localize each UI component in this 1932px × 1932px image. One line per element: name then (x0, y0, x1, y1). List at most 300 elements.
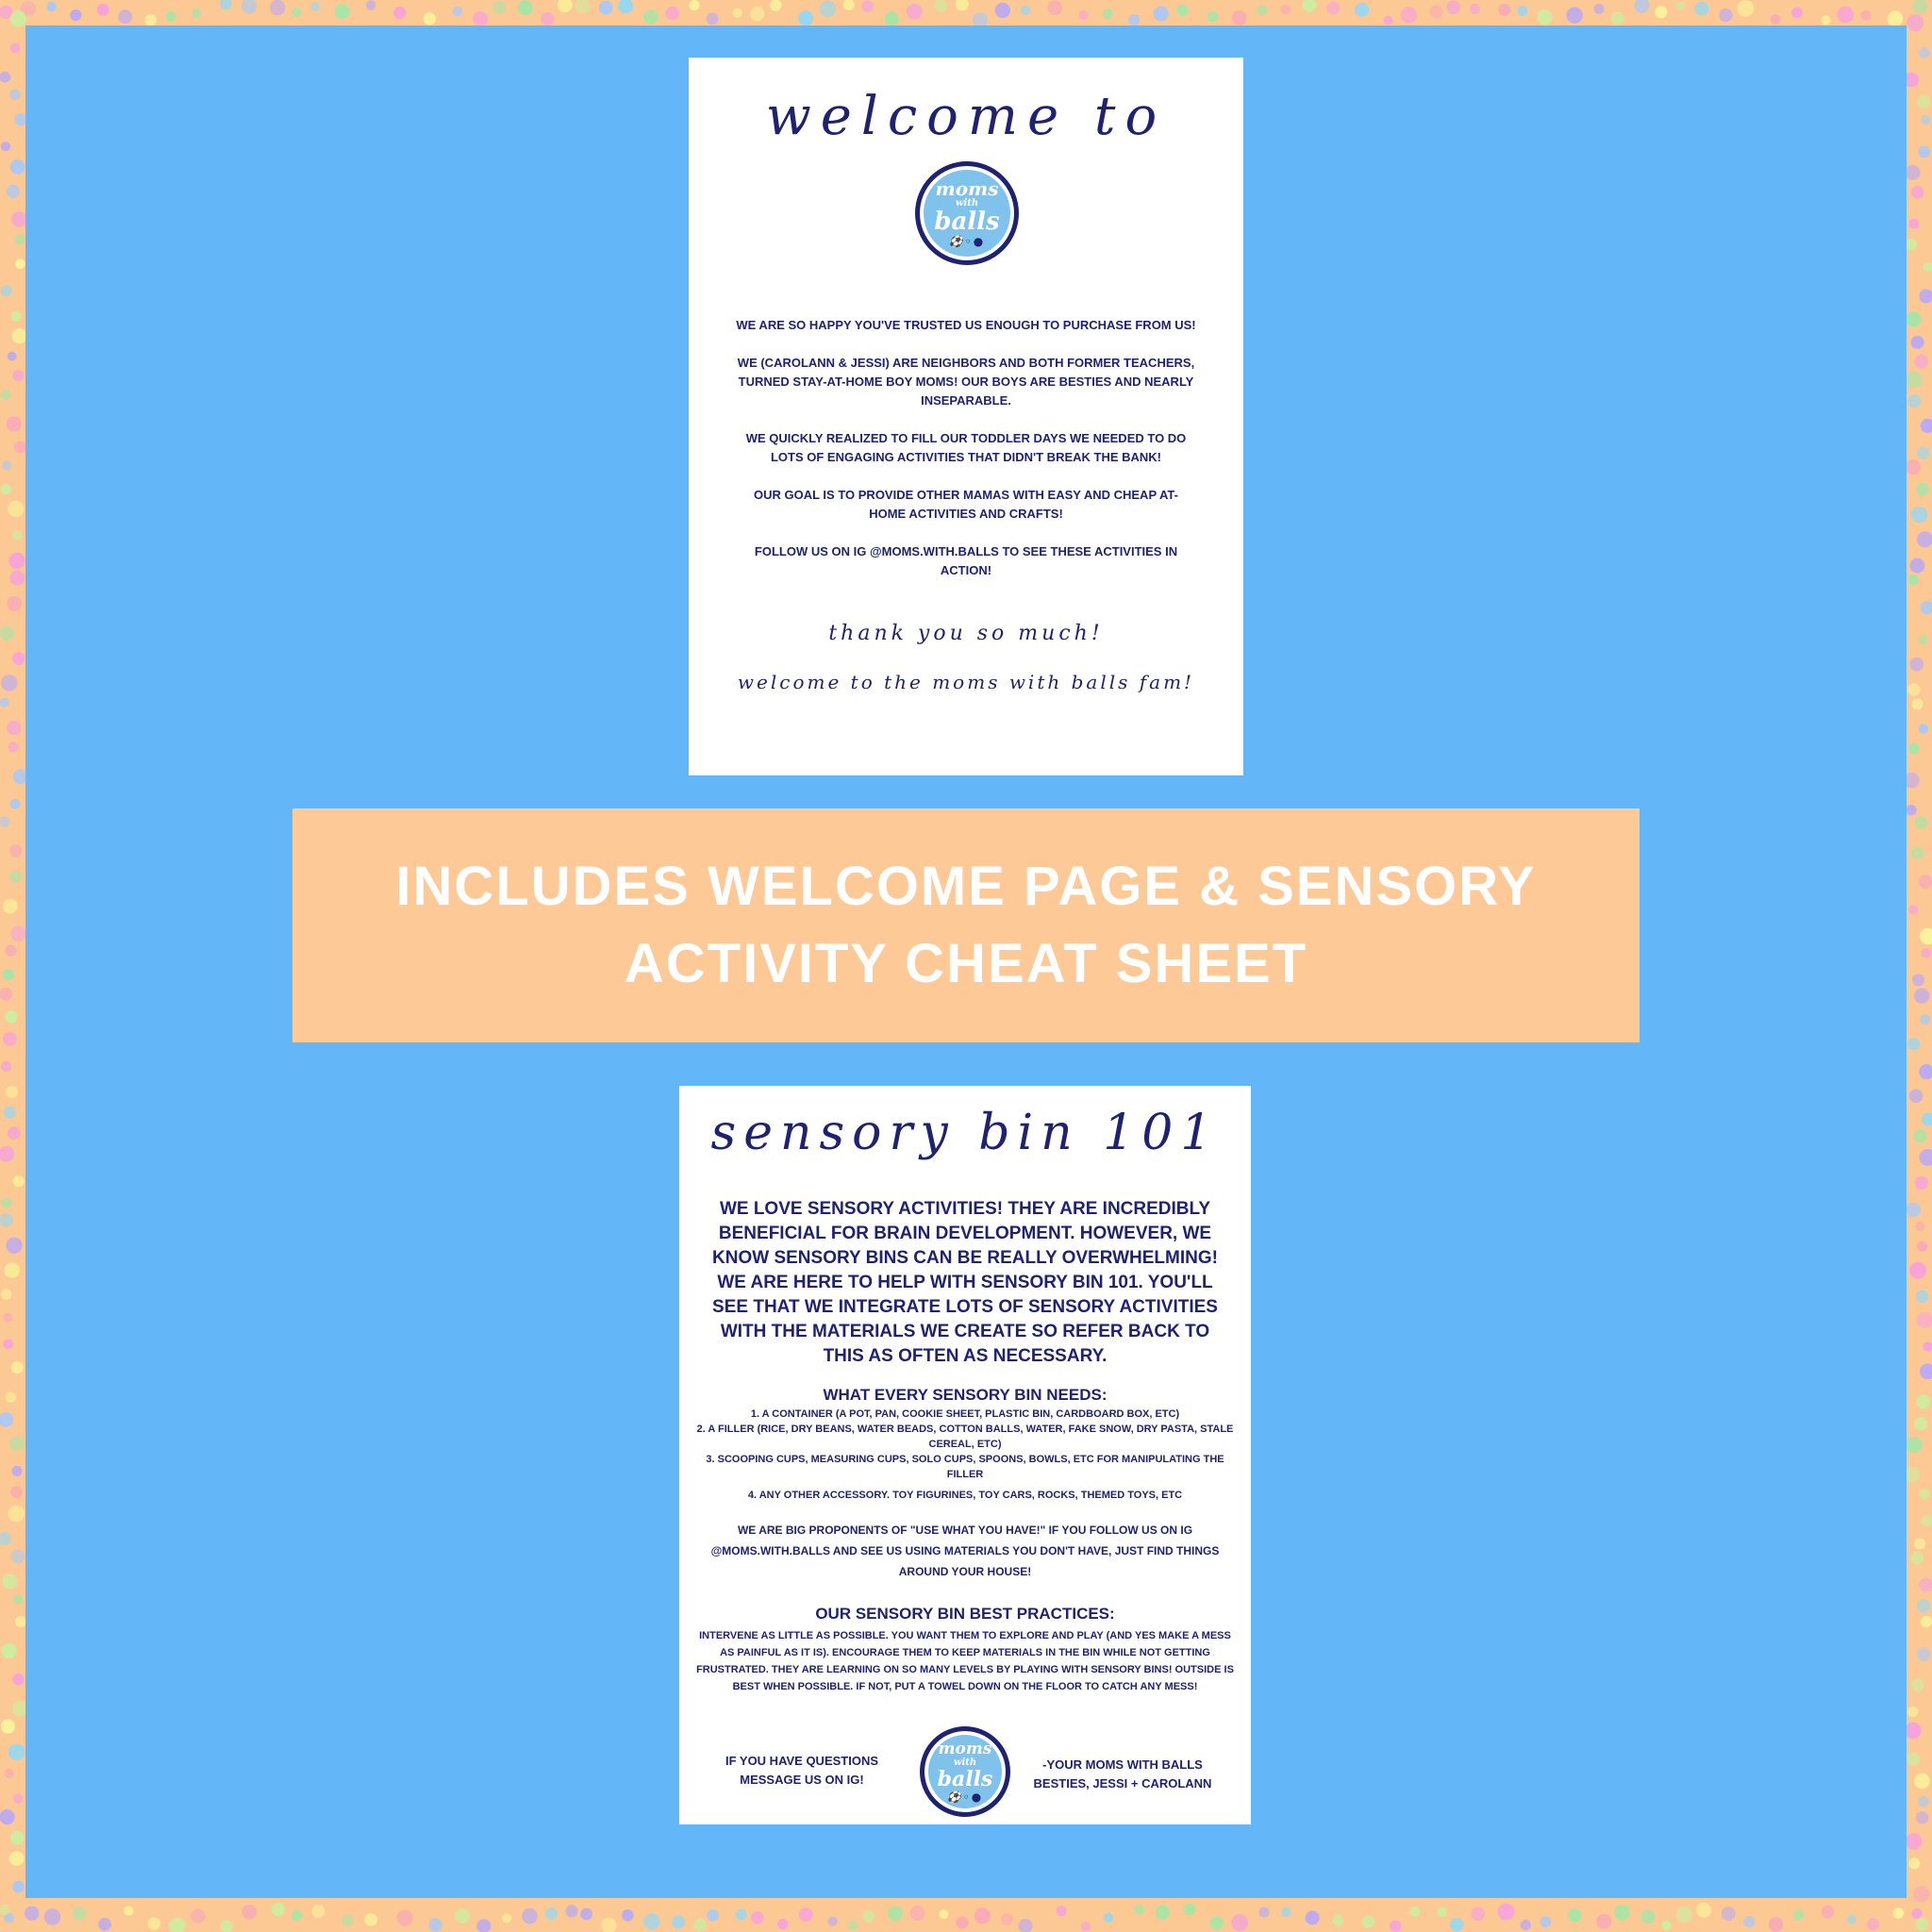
confetti-dot (1913, 1886, 1930, 1903)
confetti-dot (862, 0, 874, 12)
confetti-dot (1047, 0, 1062, 15)
confetti-dot (13, 1594, 23, 1604)
confetti-dot (73, 1907, 86, 1920)
confetti-dot (799, 1907, 813, 1922)
confetti-dot (1911, 186, 1924, 198)
confetti-dot (1154, 6, 1169, 21)
confetti-dot (1914, 1538, 1925, 1549)
confetti-dot (1912, 698, 1924, 709)
confetti-dot (1919, 1578, 1932, 1592)
confetti-dot (1921, 601, 1932, 614)
confetti-dot (11, 311, 22, 322)
confetti-dot (1771, 14, 1781, 25)
confetti-dot (7, 185, 20, 198)
confetti-dot (428, 1918, 441, 1931)
confetti-dot (12, 1881, 25, 1893)
confetti-dot (10, 43, 21, 54)
confetti-dot (1908, 905, 1918, 914)
confetti-dot (502, 1913, 511, 1923)
confetti-dot (1611, 11, 1624, 25)
confetti-dot (1912, 974, 1924, 986)
confetti-dot (1675, 1907, 1692, 1924)
confetti-dot (1920, 1489, 1930, 1499)
confetti-dot (9, 871, 22, 883)
confetti-dot (622, 1909, 634, 1922)
confetti-dot (580, 1908, 592, 1921)
confetti-dot (6, 1238, 22, 1254)
confetti-dot (1540, 1916, 1551, 1927)
logo-word-moms: moms (935, 177, 999, 200)
confetti-dot (1908, 743, 1920, 755)
confetti-dot (643, 1913, 660, 1930)
confetti-dot (44, 1908, 61, 1925)
confetti-dot (1566, 8, 1582, 24)
confetti-dot (1, 1061, 11, 1072)
confetti-dot (1303, 0, 1317, 12)
includes-banner (292, 808, 1640, 1042)
confetti-dot (1905, 1723, 1921, 1739)
confetti-dot (1911, 336, 1924, 349)
confetti-dot (1498, 4, 1510, 16)
confetti-dot (1867, 1918, 1879, 1930)
practices-text: INTERVENE AS LITTLE AS POSSIBLE. YOU WANT THEM TO EXPLORE AND PLAY (AND YES MAKE A MESS AS PAINFUL AS IT IS). ENCOURAGE THEM TO KEEP MATERIALS IN THE BIN WHILE NOT GETTING FRUSTRATED. THEY ARE LEARNING ON SO MANY LEVELS BY PLAYING WITH SENSORY BINS! OUTSIDE IS BEST WHEN POSSIBLE. IF NOT, PUT A TOWEL DOWN ON THE FLOOR TO CATCH ANY MESS! (696, 1630, 1234, 1692)
logo-word-with: with (953, 1757, 977, 1768)
confetti-dot (0, 816, 10, 827)
confetti-dot (0, 1532, 11, 1545)
confetti-dot (1280, 5, 1291, 15)
confetti-dot (1914, 355, 1928, 369)
confetti-dot (1, 1643, 16, 1658)
confetti-dot (473, 11, 488, 26)
confetti-dot (1919, 1064, 1932, 1079)
confetti-dot (1915, 1176, 1928, 1190)
logo-word-moms: moms (938, 1739, 992, 1758)
confetti-dot (1908, 575, 1919, 585)
sensory-bin-page (679, 1086, 1251, 1824)
confetti-dot (1921, 115, 1930, 125)
confetti-dot (935, 0, 948, 12)
confetti-dot (1390, 1921, 1401, 1932)
confetti-dot (291, 1910, 303, 1922)
confetti-dot (291, 8, 301, 17)
questions-note: IF YOU HAVE QUESTIONS MESSAGE US ON IG! (724, 1754, 879, 1787)
confetti-dot (9, 571, 25, 586)
confetti-dot (312, 1905, 325, 1918)
confetti-dot (8, 553, 25, 569)
confetti-dot (1919, 1149, 1932, 1166)
confetti-dot (1917, 95, 1930, 108)
confetti-dot (1079, 10, 1089, 20)
confetti-dot (884, 11, 898, 25)
confetti-dot (9, 90, 21, 101)
confetti-dot (1909, 558, 1924, 574)
confetti-dot (1722, 1907, 1736, 1921)
confetti-dot (1655, 6, 1667, 18)
confetti-dot (1888, 10, 1904, 26)
confetti-dot (1915, 1918, 1928, 1931)
confetti-dot (1401, 7, 1417, 23)
confetti-dot (0, 390, 11, 401)
confetti-dot (707, 13, 719, 25)
confetti-dot (575, 0, 591, 13)
signature-note: -YOUR MOMS WITH BALLS BESTIES, JESSI + CAROLANN (1033, 1757, 1212, 1790)
confetti-dot (1906, 805, 1916, 815)
confetti-dot (1, 1720, 15, 1734)
confetti-dot (1593, 4, 1604, 14)
confetti-dot (1910, 846, 1924, 859)
confetti-dot (1104, 1913, 1113, 1923)
confetti-dot (118, 9, 132, 24)
confetti-dot (1914, 1417, 1927, 1430)
confetti-dot (220, 1920, 233, 1932)
confetti-dot (393, 7, 406, 19)
confetti-dot (366, 0, 376, 10)
confetti-dot (4, 1107, 16, 1119)
confetti-dot (0, 1809, 15, 1824)
confetti-dot (1384, 16, 1393, 25)
confetti-dot (940, 1909, 949, 1919)
confetti-dot (191, 1908, 205, 1923)
list-item: 4. ANY OTHER ACCESSORY. TOY FIGURINES, TOY CARS, ROCKS, THEMED TOYS, ETC (747, 1490, 1183, 1501)
confetti-dot (1911, 507, 1928, 524)
confetti-dot (1921, 1616, 1932, 1627)
confetti-dot (1837, 7, 1854, 24)
welcome-paragraph: OUR GOAL IS TO PROVIDE OTHER MAMAS WITH EASY AND CHEAP AT-HOME ACTIVITIES AND CRAFTS! (754, 488, 1178, 521)
confetti-dot (1498, 1904, 1515, 1921)
confetti-dot (1, 1289, 12, 1300)
confetti-dot (9, 1436, 25, 1451)
confetti-dot (166, 11, 176, 22)
confetti-dot (522, 1908, 538, 1924)
confetti-dot (1920, 1014, 1930, 1024)
confetti-dot (1128, 14, 1140, 25)
confetti-dot (1471, 1907, 1485, 1922)
confetti-dot (1907, 1753, 1920, 1766)
confetti-dot (1918, 635, 1928, 645)
confetti-dot (863, 1910, 874, 1922)
confetti-dot (3, 969, 14, 980)
confetti-dot (8, 352, 17, 361)
confetti-dot (1257, 5, 1267, 15)
confetti-dot (1281, 1907, 1291, 1918)
confetti-dot (1917, 446, 1930, 459)
confetti-dot (665, 7, 679, 21)
confetti-dot (1210, 1917, 1224, 1930)
confetti-dot (476, 1919, 491, 1932)
confetti-dot (5, 945, 16, 957)
confetti-dot (1, 285, 12, 296)
confetti-dot (5, 1262, 20, 1277)
confetti-dot (10, 799, 21, 809)
confetti-dot (1909, 1089, 1924, 1103)
confetti-dot (1521, 1920, 1531, 1930)
confetti-dot (1919, 289, 1932, 303)
confetti-dot (8, 1506, 25, 1523)
confetti-dot (1909, 658, 1924, 672)
confetti-dot (0, 1146, 14, 1162)
confetti-dot (751, 1911, 764, 1924)
confetti-dot (689, 0, 699, 10)
confetti-dot (10, 159, 25, 175)
welcome-page (689, 58, 1243, 775)
confetti-dot (396, 1909, 412, 1925)
welcome-paragraph: WE (CAROLANN & JESSI) ARE NEIGHBORS AND BOTH FORMER TEACHERS, TURNED STAY-AT-HOME BOY MOMS! OUR BOYS ARE BESTIES AND NEARLY INSEPARABLE. (737, 356, 1195, 408)
confetti-dot (220, 0, 232, 10)
confetti-dot (1920, 1363, 1932, 1379)
confetti-dot (798, 10, 813, 25)
confetti-dot (145, 14, 158, 26)
confetti-dot (5, 1769, 14, 1778)
sensory-title: sensory bin 101 (710, 1105, 1220, 1161)
confetti-dot (1921, 419, 1932, 433)
confetti-dot (70, 9, 81, 21)
confetti-dot (1675, 1, 1685, 10)
confetti-dot (1769, 1917, 1783, 1931)
confetti-dot (1919, 47, 1930, 58)
confetti-dot (1450, 1918, 1463, 1931)
confetti-dot (8, 741, 19, 752)
confetti-dot (1917, 1599, 1931, 1613)
confetti-dot (1906, 1437, 1922, 1453)
confetti-dot (10, 1486, 23, 1498)
confetti-dot (820, 1, 837, 18)
confetti-dot (1910, 1552, 1924, 1565)
confetti-dot (888, 1906, 903, 1921)
confetti-dot (1791, 7, 1803, 18)
confetti-dot (1021, 5, 1031, 15)
confetti-dot (1409, 1907, 1420, 1917)
confetti-dot (1914, 1774, 1930, 1790)
confetti-dot (1634, 0, 1649, 13)
confetti-dot (8, 1743, 25, 1760)
list-item: 2. A FILLER (RICE, DRY BEANS, WATER BEADS, COTTON BALLS, WATER, FAKE SNOW, DRY PASTA, STALE CEREAL, ETC) (696, 1424, 1234, 1450)
confetti-dot (1738, 0, 1755, 17)
confetti-dot (8, 1126, 21, 1140)
confetti-dot (1919, 874, 1932, 889)
confetti-dot (1906, 165, 1921, 180)
confetti-dot (558, 0, 573, 12)
confetti-dot (1446, 0, 1460, 14)
confetti-dot (1470, 4, 1480, 14)
confetti-dot (1231, 1914, 1248, 1931)
confetti-dot (1906, 1833, 1922, 1849)
confetti-dot (98, 1918, 111, 1931)
confetti-dot (1596, 1914, 1611, 1929)
confetti-dot (1641, 1909, 1656, 1924)
confetti-dot (566, 1905, 578, 1917)
logo-word-with: with (955, 198, 979, 208)
confetti-dot (453, 7, 463, 17)
confetti-dot (365, 1913, 378, 1926)
confetti-dot (1922, 1113, 1932, 1126)
confetti-dot (843, 0, 855, 10)
confetti-dot (1912, 0, 1927, 14)
confetti-dot (0, 1412, 13, 1427)
confetti-dot (643, 9, 658, 25)
confetti-dot (1914, 988, 1929, 1003)
confetti-dot (1906, 1203, 1921, 1218)
confetti-dot (956, 1917, 968, 1929)
confetti-dot (1906, 239, 1917, 250)
confetti-dot (9, 844, 23, 858)
soccer-ball-icon: ⚽◦● (946, 1790, 984, 1804)
confetti-dot (0, 1213, 13, 1227)
confetti-dot (1, 675, 17, 691)
confetti-dot (192, 8, 201, 18)
thank-you-note: thank you so much! (828, 622, 1104, 645)
confetti-dot (1916, 483, 1929, 496)
confetti-dot (1, 1197, 11, 1208)
confetti-dot (272, 1903, 285, 1916)
confetti-dot (3, 899, 18, 914)
confetti-dot (1156, 1906, 1170, 1920)
confetti-dot (0, 988, 12, 1001)
confetti-dot (3, 1340, 13, 1350)
confetti-dot (25, 1907, 39, 1921)
confetti-dot (733, 8, 742, 18)
confetti-dot (12, 1674, 24, 1685)
confetti-dot (618, 0, 633, 13)
confetti-dot (1333, 1915, 1344, 1926)
confetti-dot (5, 1391, 16, 1403)
confetti-dot (1103, 9, 1113, 20)
confetti-dot (1923, 1341, 1932, 1351)
confetti-dot (956, 0, 969, 11)
list-item: 1. A CONTAINER (A POT, PAN, COOKIE SHEET, PLASTIC BIN, CARDBOARD BOX, ETC) (750, 1408, 1180, 1420)
confetti-dot (1907, 1707, 1918, 1717)
confetti-dot (3, 1313, 12, 1323)
confetti-dot (1915, 1222, 1924, 1231)
confetti-dot (1019, 1919, 1033, 1932)
confetti-dot (335, 4, 350, 19)
confetti-dot (770, 0, 781, 11)
moms-with-balls-logo (915, 161, 1019, 265)
sensory-intro: WE LOVE SENSORY ACTIVITIES! THEY ARE INCREDIBLY BENEFICIAL FOR BRAIN DEVELOPMENT. HOWEVER, WE KNOW SENSORY BINS CAN BE REALLY OVERWHELMING! WE ARE HERE TO HELP WITH SENSORY BIN 101. YOU'LL SEE THAT WE INTEGRATE LOTS OF SENSORY ACTIVITIES WITH THE MATERIALS WE CREATE SO REFER BACK TO THIS AS OFTEN AS NECESSARY. (712, 1199, 1218, 1366)
confetti-dot (1907, 14, 1924, 31)
confetti-dot (270, 0, 286, 15)
confetti-dot (974, 1907, 991, 1924)
confetti-dot (1537, 9, 1552, 25)
confetti-dot (1208, 11, 1219, 23)
practices-heading: OUR SENSORY BIN BEST PRACTICES: (815, 1605, 1115, 1623)
confetti-dot (14, 234, 25, 244)
confetti-dot (1917, 1312, 1932, 1328)
confetti-dot (1916, 1811, 1929, 1824)
confetti-dot (0, 698, 9, 708)
confetti-dot (693, 1919, 707, 1932)
confetti-dot (10, 1549, 25, 1563)
confetti-dot (97, 4, 109, 16)
confetti-dot (1822, 15, 1831, 25)
confetti-dot (1437, 1907, 1447, 1917)
confetti-dot (124, 1906, 133, 1915)
confetti-dot (1057, 1906, 1067, 1916)
confetti-dot (1568, 1908, 1582, 1923)
confetti-dot (9, 1851, 25, 1866)
confetti-dot (0, 626, 14, 641)
proponents-note: WE ARE BIG PROPONENTS OF "USE WHAT YOU HAVE!" IF YOU FOLLOW US ON IG @MOMS.WITH.BALLS AND SEE US USING MATERIALS YOU DON'T HAVE, JUST FIND THINGS AROUND YOUR HOUSE! (710, 1524, 1220, 1578)
confetti-dot (14, 441, 26, 454)
confetti-dot (148, 1917, 161, 1930)
confetti-dot (1, 484, 11, 494)
confetti-dot (492, 1, 506, 14)
confetti-dot (1915, 816, 1928, 829)
confetti-dot (455, 1908, 470, 1924)
confetti-dot (7, 416, 22, 431)
confetti-dot (1917, 1647, 1931, 1661)
confetti-dot (12, 370, 24, 381)
confetti-dot (1614, 1905, 1630, 1921)
welcome-paragraph: FOLLOW US ON IG @MOMS.WITH.BALLS TO SEE THESE ACTIVITIES IN ACTION! (754, 544, 1178, 577)
confetti-dot (707, 1909, 719, 1922)
confetti-dot (1362, 1915, 1374, 1927)
confetti-dot (1922, 948, 1932, 958)
confetti-dot (1920, 928, 1932, 944)
confetti-dot (1743, 1916, 1755, 1927)
confetti-dot (1430, 5, 1443, 18)
welcome-body (736, 316, 1196, 599)
confetti-dot (8, 501, 24, 517)
confetti-dot (1905, 1467, 1921, 1483)
confetti-dot (1906, 311, 1921, 326)
confetti-dot (1696, 1903, 1711, 1918)
confetti-dot (1184, 1904, 1196, 1916)
confetti-dot (7, 596, 22, 611)
confetti-dot (1001, 1913, 1013, 1925)
confetti-dot (1917, 531, 1932, 547)
confetti-dot (46, 2, 56, 11)
confetti-dot (1822, 1906, 1835, 1919)
confetti-dot (13, 1793, 24, 1804)
banner-text: INCLUDES WELCOME PAGE & SENSORY ACTIVITY CHEAT SHEET (395, 856, 1537, 994)
needs-heading: WHAT EVERY SENSORY BIN NEEDS: (823, 1386, 1108, 1404)
welcome-paragraph: WE QUICKLY REALIZED TO FILL OUR TODDLER DAYS WE NEEDED TO DO LOTS OF ENGAGING ACTIVITIES THAT DIDN'T BREAK THE BANK! (745, 431, 1187, 464)
welcome-fam-note: welcome to the moms with balls fam! (737, 671, 1195, 693)
confetti-dot (1306, 1911, 1320, 1925)
confetti-dot (0, 72, 10, 83)
confetti-dot (1662, 1921, 1672, 1930)
confetti-dot (1258, 1907, 1269, 1917)
confetti-dot (1908, 219, 1919, 229)
confetti-dot (848, 1921, 858, 1931)
confetti-dot (1893, 1907, 1905, 1919)
confetti-dot (1907, 683, 1920, 695)
confetti-dot (1918, 145, 1930, 158)
confetti-dot (1, 142, 10, 151)
confetti-dot (601, 1918, 616, 1932)
confetti-dot (1907, 1038, 1920, 1050)
confetti-dot (242, 1905, 257, 1920)
confetti-dot (7, 721, 21, 735)
confetti-dot (1909, 1262, 1926, 1279)
welcome-title: welcome to (765, 86, 1167, 147)
confetti-dot (341, 1914, 353, 1925)
confetti-dot (10, 10, 26, 26)
confetti-dot (1917, 1241, 1927, 1252)
confetti-dot (1922, 1515, 1932, 1526)
needs-list (696, 1407, 1234, 1503)
confetti-dot (6, 1010, 18, 1023)
confetti-dot (736, 1909, 747, 1921)
confetti-dot (1916, 1394, 1930, 1408)
confetti-dot (1911, 1908, 1922, 1919)
moms-with-balls-logo (920, 1726, 1010, 1817)
confetti-dot (242, 0, 257, 14)
confetti-dot (672, 1915, 685, 1928)
confetti-dot (907, 4, 923, 20)
confetti-dot (6, 1086, 18, 1098)
confetti-dot (2, 1574, 17, 1589)
